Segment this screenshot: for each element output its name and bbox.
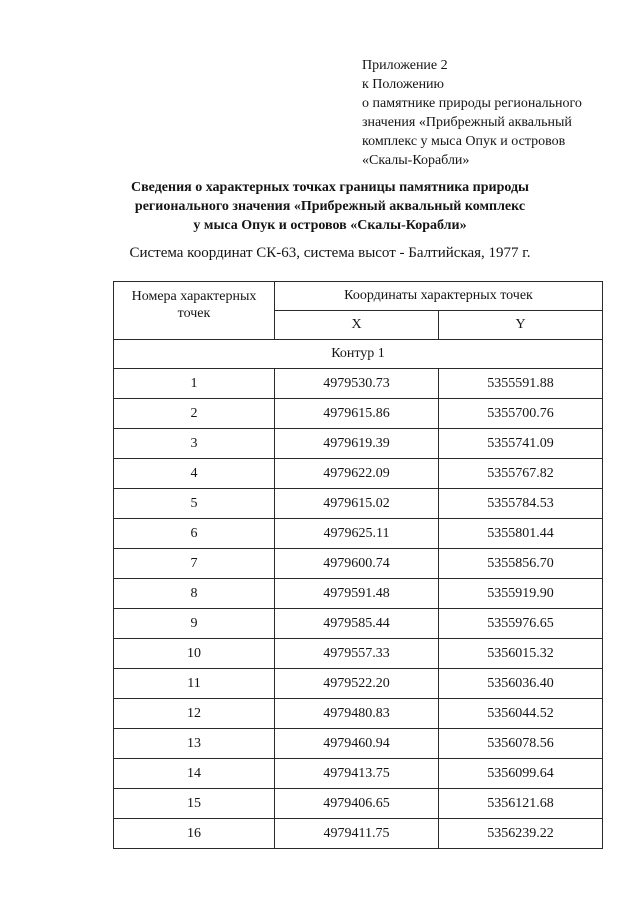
y-coordinate-cell: 5356078.56 [439,729,603,759]
x-coordinate-cell: 4979619.39 [275,429,439,459]
point-number-cell: 2 [114,399,275,429]
point-number-cell: 4 [114,459,275,489]
table-row [114,609,603,639]
x-coordinate-cell: 4979622.09 [275,459,439,489]
points-table [113,281,603,849]
point-number-cell: 6 [114,519,275,549]
point-number-cell: 7 [114,549,275,579]
x-coordinate-cell: 4979460.94 [275,729,439,759]
annex-line: о памятнике природы регионального [362,96,582,111]
table-row [114,669,603,699]
x-coordinate-cell: 4979406.65 [275,789,439,819]
point-number-cell: 3 [114,429,275,459]
point-number-cell: 1 [114,369,275,399]
contour-label: Контур 1 [114,340,603,369]
header-y: Y [439,311,603,340]
x-coordinate-cell: 4979413.75 [275,759,439,789]
annex-line: значения «Прибрежный аквальный [362,115,572,130]
header-x: X [275,311,439,340]
point-number-cell: 14 [114,759,275,789]
table-row [114,489,603,519]
table-row [114,429,603,459]
y-coordinate-cell: 5355767.82 [439,459,603,489]
y-coordinate-cell: 5355591.88 [439,369,603,399]
x-coordinate-cell: 4979411.75 [275,819,439,849]
annex-line: «Скалы-Корабли» [362,153,470,168]
coordinate-system-note: Система координат СК-63, система высот - Балтийская, 1977 г. [129,245,531,261]
x-coordinate-cell: 4979600.74 [275,549,439,579]
point-number-cell: 12 [114,699,275,729]
document-title [80,178,580,235]
x-coordinate-cell: 4979591.48 [275,579,439,609]
annex-line: Приложение 2 [362,58,448,73]
y-coordinate-cell: 5355784.53 [439,489,603,519]
annex-line: комплекс у мыса Опук и островов [362,134,566,149]
point-number-cell: 10 [114,639,275,669]
y-coordinate-cell: 5355741.09 [439,429,603,459]
y-coordinate-cell: 5356015.32 [439,639,603,669]
table-row [114,369,603,399]
x-coordinate-cell: 4979625.11 [275,519,439,549]
y-coordinate-cell: 5355801.44 [439,519,603,549]
point-number-cell: 16 [114,819,275,849]
y-coordinate-cell: 5356036.40 [439,669,603,699]
point-number-cell: 8 [114,579,275,609]
table-row [114,639,603,669]
point-number-cell: 11 [114,669,275,699]
y-coordinate-cell: 5356044.52 [439,699,603,729]
table-row [114,789,603,819]
x-coordinate-cell: 4979615.02 [275,489,439,519]
point-number-cell: 5 [114,489,275,519]
annex-line: к Положению [362,77,445,92]
table-row [114,519,603,549]
y-coordinate-cell: 5356121.68 [439,789,603,819]
header-point-number: Номера характерных точек [114,282,275,340]
title-line: регионального значения «Прибрежный аквальный комплекс [134,199,526,214]
annex-note [362,56,632,170]
table-row [114,579,603,609]
x-coordinate-cell: 4979585.44 [275,609,439,639]
table-row [114,699,603,729]
title-line: Сведения о характерных точках границы памятника природы [131,180,529,195]
x-coordinate-cell: 4979522.20 [275,669,439,699]
table-row [114,459,603,489]
x-coordinate-cell: 4979557.33 [275,639,439,669]
header-coordinates: Координаты характерных точек [275,282,603,311]
title-line: у мыса Опук и островов «Скалы-Корабли» [193,218,467,233]
x-coordinate-cell: 4979530.73 [275,369,439,399]
y-coordinate-cell: 5355976.65 [439,609,603,639]
x-coordinate-cell: 4979615.86 [275,399,439,429]
table-row [114,729,603,759]
table-row [114,759,603,789]
table-row [114,819,603,849]
y-coordinate-cell: 5355700.76 [439,399,603,429]
x-coordinate-cell: 4979480.83 [275,699,439,729]
point-number-cell: 13 [114,729,275,759]
y-coordinate-cell: 5355856.70 [439,549,603,579]
y-coordinate-cell: 5356239.22 [439,819,603,849]
table-row [114,399,603,429]
point-number-cell: 9 [114,609,275,639]
point-number-cell: 15 [114,789,275,819]
y-coordinate-cell: 5355919.90 [439,579,603,609]
y-coordinate-cell: 5356099.64 [439,759,603,789]
table-row [114,549,603,579]
